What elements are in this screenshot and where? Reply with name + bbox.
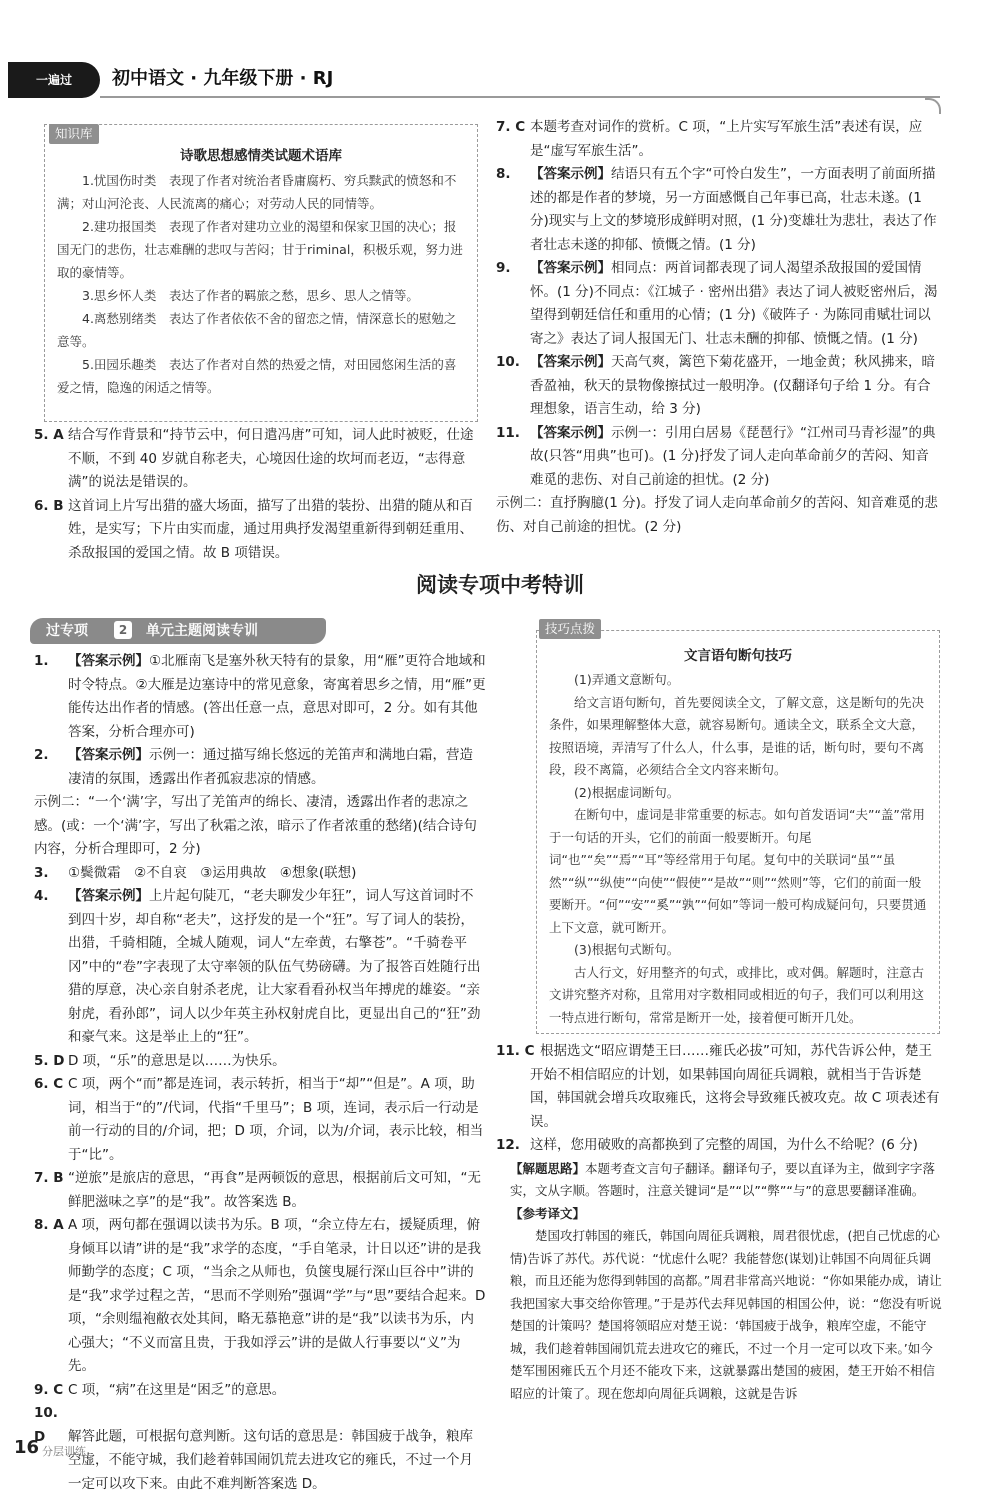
section-title: 阅读专项中考特训 [416, 573, 584, 597]
tips-para: 给文言语句断句，首先要阅读全文，了解文意，这是断句的先决条件，如果理解整体大意，就容易断句。通读全文，联系全文大意，按照语境，弄清写了什么人，什么事，是谁的话，断句时，要句不离段，段不离篇，必须结合全文内容来断句。 [549, 694, 925, 777]
answer-item [34, 1379, 486, 1403]
answer-text: “逆旅”是旅店的意思，“再食”是两顿饭的意思，根据前后文可知，“无鲜肥滋味之享”的是“我”。故答案选 B。 [68, 1170, 481, 1210]
knowledge-box [44, 124, 478, 422]
tips-para: (2)根据虚词断句。 [574, 784, 680, 800]
solution-approach-label: 【解题思路】 [510, 1160, 586, 1176]
answer-text: A 项，两句都在强调以读书为乐。B 项，“余立侍左右，援疑质理，俯身倾耳以请”讲的是“我”求学的态度，“手自笔录，计日以还”讲的是我师勤学的态度；C 项，“当余之从师也，负箧曳屣行深山巨谷中”讲的是“我”求学过程之苦，“思而不学则殆”强调“学”与“思”要结合起来。D 项，“余则缊袍敝衣处其间，略无慕艳意”讲的是“我”以读书为乐，内心强大；“不义而富且贵，于我如浮云”讲的是做人行事要以“义”为先。 [68, 1217, 486, 1374]
answer-item [34, 424, 482, 495]
answer-item [34, 495, 482, 566]
answer-number: 5. A [34, 427, 64, 443]
answer-text: 结合写作背景和“持节云中，何日遣冯唐”可知，词人此时被贬，仕途不顺，不到 40 岁就自称老夫，心境因仕途的坎坷而老迈，“志得意满”的说法是错误的。 [68, 427, 474, 490]
answer-tag: 【答案示例】 [530, 354, 611, 370]
answer-tag: 【答案示例】 [68, 888, 149, 904]
answer-text: 本题考查对词作的赏析。C 项，“上片实写军旅生活”表述有误，应是“虚写军旅生活”。 [530, 119, 923, 159]
answer-number: 1. [34, 653, 49, 669]
answer-item [34, 885, 486, 1050]
answer-number: 8. A [34, 1217, 64, 1233]
unit-number-icon: 2 [114, 621, 132, 639]
tips-box-title: 文言语句断句技巧 [684, 648, 792, 664]
answer-tag: 【答案示例】 [530, 166, 611, 182]
answer-text: 示例二：直抒胸臆(1 分)。抒发了词人走向革命前夕的苦闷、知音难觅的悲伤、对自己前途的担忧。(2 分) [496, 495, 938, 535]
answer-text: 结语只有五个字“可怜白发生”，一方面表明了前面所描述的都是作者的梦境，另一方面感慨自己年事已高，壮志未遂。(1 分)现实与上文的梦境形成鲜明对照，(1 分)变雄壮为悲壮，表达了作者壮志未遂的抑郁、愤慨之情。(1 分) [530, 166, 937, 253]
answer-text: C 项，两个“而”都是连词，表示转折，相当于“却”“但是”。A 项，助词，相当于“的”/代词，代指“千里马”；B 项，连词，表示后一行动是前一行动的目的/介词，把；D 项，介词，以为/介词，表示比较，相当于“比”。 [68, 1076, 484, 1163]
answer-number: 7. B [34, 1170, 64, 1186]
solution-approach-text: 本题考查文言句子翻译。翻译句子，要以直译为主，做到字字落实，文从字顺。答题时，注意关键词“是”“以”“弊”“与”的意思要翻译准确。 [510, 1160, 936, 1198]
answer-number: 10. [496, 354, 520, 370]
answer-item [496, 257, 942, 351]
answer-number: 11. C [496, 1043, 535, 1059]
knowledge-para: 4.离愁别绪类 表达了作者依依不舍的留恋之情，情深意长的慰勉之意等。 [57, 311, 457, 349]
knowledge-para: 1.忧国伤时类 表现了作者对统治者昏庸腐朽、穷兵黩武的愤怒和不满；对山河沦丧、人民流离的痛心；对劳动人民的同情等。 [57, 173, 457, 211]
knowledge-para: 2.建功报国类 表现了作者对建功立业的渴望和保家卫国的决心；报国无门的悲伤，壮志难酬的悲叹与苦闷；甘于riminal，积极乐观，努力进取的豪情等。 [57, 219, 463, 280]
answer-text: 这首词上片写出猎的盛大场面，描写了出猎的装扮、出猎的随从和百姓，是实写；下片由实而虚，通过用典抒发渴望重新得到朝廷重用、杀敌报国的爱国之情。故 B 项错误。 [68, 497, 473, 561]
answer-text: 示例一：引用白居易《琵琶行》“江州司马青衫湿”的典故(只答“用典”也可)。(1 分)抒发了词人走向革命前夕的苦闷、知音难觅的悲伤、对自己前途的担忧。(2 分) [530, 424, 936, 488]
answer-item [34, 1214, 486, 1379]
answer-item [34, 744, 486, 791]
answer-item [496, 1040, 942, 1134]
knowledge-box-body [57, 169, 467, 399]
brand-logo: 一遍过 [8, 62, 100, 98]
answer-item [34, 650, 486, 744]
solution-approach [496, 1158, 942, 1203]
answer-tag: 【答案示例】 [530, 424, 611, 441]
answer-text: ①北雁南飞是塞外秋天特有的景象，用“雁”更符合地域和时令特点。②大雁是边塞诗中的常见意象，寄寓着思乡之情，用“雁”更能传达出作者的情感。(答出任意一点，意思对即可，2 分。如有其他答案，分析合理亦可) [68, 653, 486, 740]
answer-item [34, 1167, 486, 1214]
answer-text: 解答此题，可根据句意判断。这句话的意思是：韩国疲于战争，粮库空虚，不能守城，我们趁着韩国闹饥荒去进攻它的雍氏，不过一个月一定可以攻下来。由此不难判断答案选 D。 [68, 1428, 473, 1492]
answer-text: 这样，您用破败的高都换到了完整的周国，为什么不给呢？(6 分) [530, 1137, 918, 1153]
right-top-answers [496, 116, 942, 539]
answer-number: 2. [34, 747, 49, 763]
answer-text: 相同点：两首词都表现了词人渴望杀敌报国的爱国情怀。(1 分)不同点：《江城子 · 密州出猎》表达了词人被贬密州后，渴望得到朝廷信任和重用的心情；(1 分)《破阵子 · 为陈同甫赋壮词以寄之》表达了词人报国无门、壮志未酬的抑郁、愤慨之情。(1 分) [530, 260, 938, 347]
header-rule-corner [925, 98, 941, 114]
knowledge-para: 3.思乡怀人类 表达了作者的羁旅之愁，思乡、思人之情等。 [82, 288, 419, 303]
footer-label: 分层训练 [42, 1445, 86, 1458]
answer-number: 5. D [34, 1052, 65, 1069]
answer-text: 上片起句陡兀，“老夫聊发少年狂”，词人写这首词时不到四十岁，却自称“老夫”，这抒发的是一个“狂”。写了词人的装扮，出猎，千骑相随，全城人随观，词人“左牵黄，右擎苍”。“千骑卷平冈”中的“卷”字表现了太守率领的队伍气势磅礴。为了报答百姓随行出猎的厚意，决心亲自射杀老虎，让大家看看孙权当年搏虎的雄姿。“亲射虎，看孙郎”，词人以少年英主孙权射虎自比，更显出自己的“狂”劲和豪气来。这是举止上的“狂”。 [68, 888, 481, 1045]
answer-text: 示例一：通过描写绵长悠远的羌笛声和满地白霜，营造凄清的氛围，透露出作者孤寂悲凉的情感。 [68, 747, 473, 787]
answer-item [34, 1073, 486, 1167]
left-top-answers [34, 424, 482, 565]
answer-item [496, 351, 942, 422]
tips-para: (1)弄通文意断句。 [574, 672, 680, 687]
answer-number: 10. D [34, 1405, 58, 1445]
answer-number: 9. C [34, 1381, 64, 1398]
answer-text: 示例二：“一个‘满’字，写出了羌笛声的绵长、凄清，透露出作者的悲凉之感。(或：一个‘满’字，写出了秋霜之浓，暗示了作者浓重的愁绪)(结合诗句内容，分析合理即可，2 分) [34, 794, 477, 857]
right-bottom-answers [496, 1040, 942, 1405]
reference-translation-text: 楚国攻打韩国的雍氏，韩国向周征兵调粮，周君很忧虑，(把自己忧虑的心情)告诉了苏代。苏代说：“忧虑什么呢？我能替您(谋划)让韩国不向周征兵调粮，而且还能为您得到韩国的高都。”周君非常高兴地说：“你如果能办成，请让我把国家大事交给你管理。”于是苏代去拜见韩国的相国公仲，说：“您没有听说楚国的计策吗？楚国将领昭应对楚王说：‘韩国疲于战争，粮库空虚，不能守城，我们趁着韩国闹饥荒去进攻它的雍氏，不过一个月一定可以攻下来。’如今楚军围困雍氏五个月还不能攻下来，这就暴露出楚国的疲困，楚王开始不相信昭应的计策了。现在您却向周征兵调粮，这就是告诉 [510, 1228, 942, 1401]
answer-number: 11. [496, 424, 520, 441]
answer-item [34, 862, 486, 886]
knowledge-para: 5.田园乐趣类 表达了作者对自然的热爱之情，对田园悠闲生活的喜爱之情，隐逸的闲适之情等。 [57, 357, 457, 395]
subtitle-right: 单元主题阅读专训 [146, 623, 258, 639]
answer-tag: 【答案示例】 [530, 260, 611, 276]
answer-number: 4. [34, 888, 49, 904]
answer-number: 9. [496, 260, 511, 276]
answer-item [496, 492, 942, 539]
reference-translation-label: 【参考译文】 [510, 1205, 586, 1221]
tips-para: (3)根据句式断句。 [574, 942, 680, 957]
answer-item [496, 422, 942, 493]
knowledge-box-tag: 知识库 [49, 124, 99, 144]
tips-box-tag: 技巧点拨 [539, 619, 601, 639]
knowledge-box-title: 诗歌思想感情类试题术语库 [180, 148, 342, 164]
answer-text: C 项，“病”在这里是“困乏”的意思。 [68, 1381, 286, 1398]
header-rule [100, 96, 940, 98]
answer-number: 8. [496, 166, 511, 182]
answer-text: D 项，“乐”的意思是以……为快乐。 [68, 1052, 286, 1069]
tips-box-body [549, 669, 929, 1029]
answer-number: 3. [34, 864, 49, 881]
answer-item [34, 791, 486, 862]
answer-number: 7. C [496, 119, 526, 135]
answer-item [496, 1134, 942, 1158]
answer-text: 天高气爽，篱笆下菊花盛开，一地金黄；秋风拂来，暗香盈袖，秋天的景物像擦拭过一般明净。(仅翻译句子给 1 分。有合理想象，语言生动，给 3 分) [530, 354, 935, 417]
left-bottom-answers [34, 650, 486, 1496]
subtitle-left: 过专项 [46, 623, 88, 639]
answer-item [496, 163, 942, 257]
book-title: 初中语文 · 九年级下册 · RJ [112, 68, 334, 89]
answer-tag: 【答案示例】 [68, 747, 149, 763]
answer-number: 6. C [34, 1076, 64, 1092]
answer-item [34, 1050, 486, 1074]
answer-number: 6. B [34, 497, 64, 514]
answer-text: 根据选文“昭应谓楚王曰……雍氏必拔”可知，苏代告诉公仲，楚王开始不相信昭应的计划，如果韩国向周征兵调粮，就相当于告诉楚国，韩国就会增兵攻取雍氏，这将会导致雍氏被攻克。故 C 项表述有误。 [530, 1043, 940, 1130]
section-subtitle-bar [30, 618, 326, 644]
answer-item [496, 116, 942, 163]
answer-item [34, 1402, 486, 1496]
tips-para: 古人行文，好用整齐的句式，或排比，或对偶。解题时，注意古文讲究整齐对称，且常用对字数相同或相近的句子，我们可以利用这一特点进行断句，常常是断开一处，接着便可断开几处。 [549, 964, 925, 1025]
tips-box [536, 621, 940, 1034]
answer-number: 12. [496, 1137, 520, 1153]
tips-para: 在断句中，虚词是非常重要的标志。如句首发语词“夫”“盖”常用于一句话的开头，它们的前面一般要断开。句尾词“也”“矣”“焉”“耳”等经常用于句尾。复句中的关联词“虽”“虽然”“纵”“纵使”“向使”“假使”“是故”“则”“然则”等，它们的前面一般要断开。“何”“安”“奚”“孰”“何如”等词一般可构成疑问句，只要贯通上下文意，就可断开。 [549, 807, 927, 935]
page-number: 16 [14, 1437, 40, 1458]
answer-text: ①鬓微霜 ②不自哀 ③运用典故 ④想象(联想) [68, 864, 357, 881]
answer-tag: 【答案示例】 [68, 653, 149, 669]
reference-translation [496, 1203, 942, 1406]
